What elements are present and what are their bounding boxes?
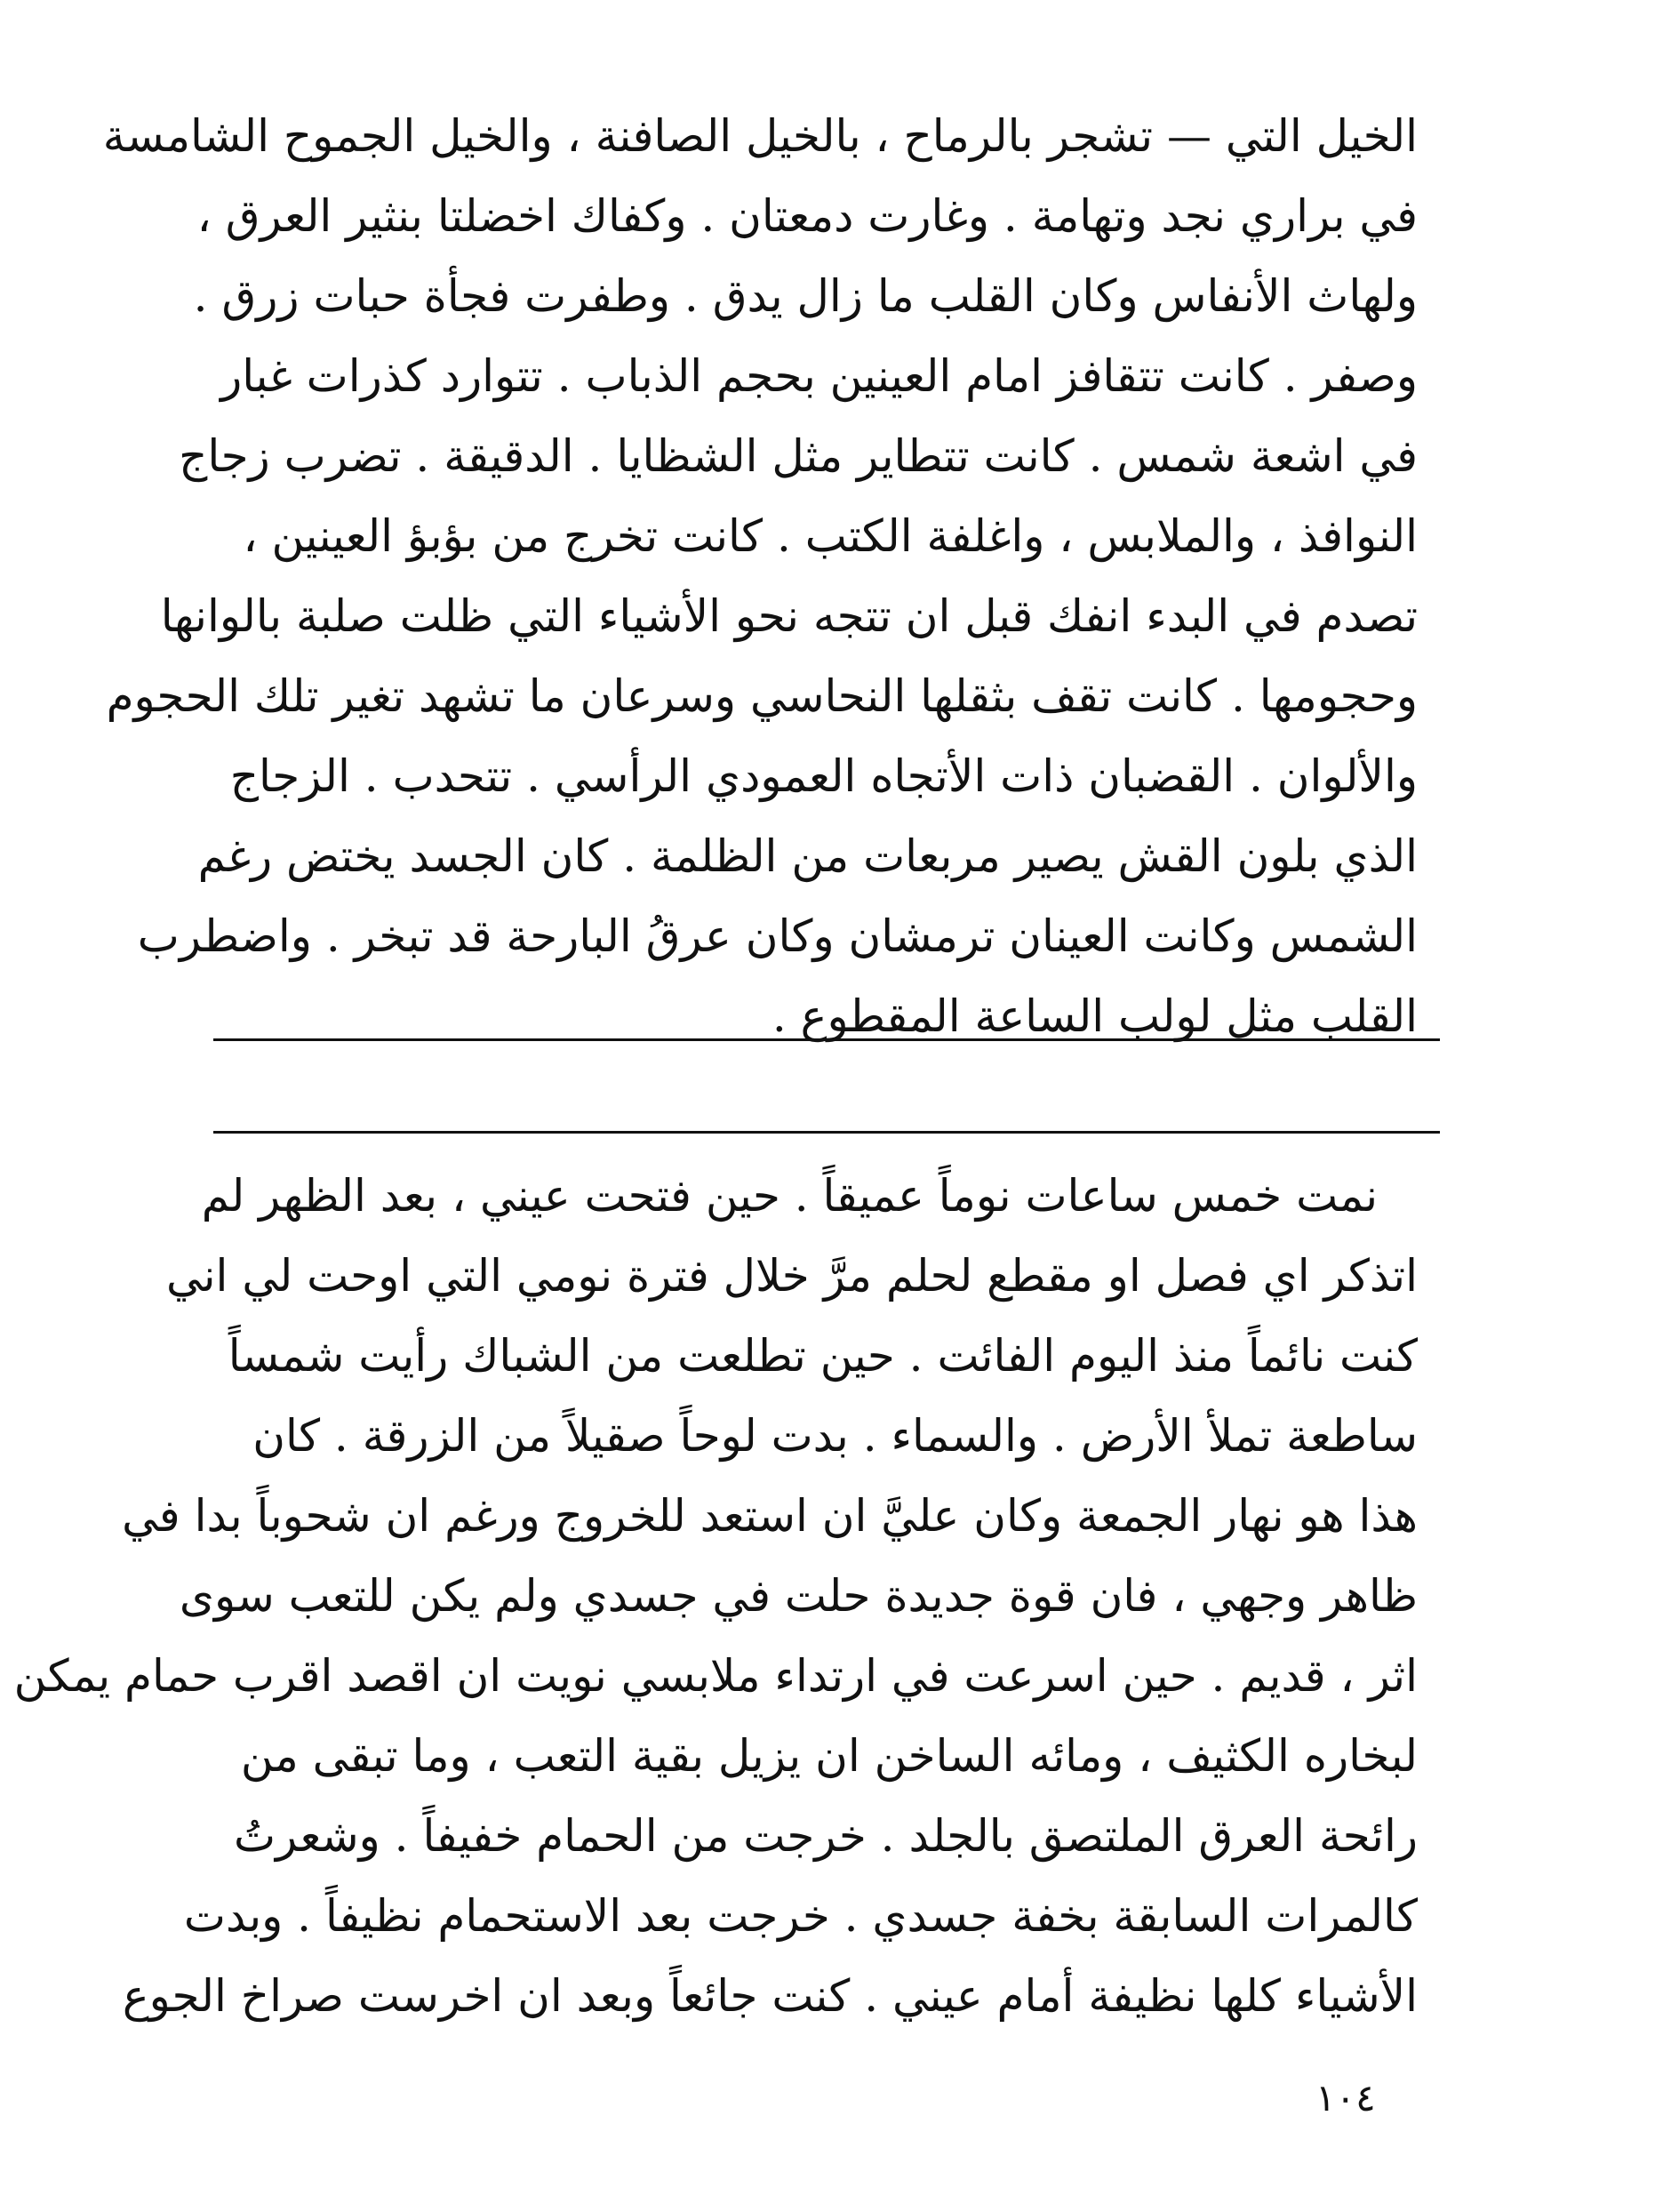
page-number: ١٠٤	[1315, 2076, 1376, 2120]
text-line: القلب مثل لولب الساعة المقطوع .	[772, 990, 1418, 1042]
text-line: ساطعة تملأ الأرض . والسماء . بدت لوحاً صقيلاً من الزرقة . كان	[252, 1410, 1418, 1462]
text-line: كنت نائماً منذ اليوم الفائت . حين تطلعت من الشباك رأيت شمساً	[228, 1330, 1418, 1382]
text-line: اتذكر اي فصل او مقطع لحلم مرَّ خلال فترة نومي التي اوحت لي اني	[165, 1250, 1418, 1302]
text-line: في اشعة شمس . كانت تتطاير مثل الشظايا . الدقيقة . تضرب زجاج	[179, 430, 1418, 482]
text-line: ولهاث الأنفاس وكان القلب ما زال يدق . وطفرت فجأة حبات زرق .	[193, 270, 1418, 322]
text-line: في براري نجد وتهامة . وغارت دمعتان . وكفاك اخضلتا بنثير العرق ،	[196, 190, 1418, 242]
text-line: كالمرات السابقة بخفة جسدي . خرجت بعد الاستحمام نظيفاً . وبدت	[183, 1890, 1418, 1942]
section-divider-bottom	[213, 1131, 1440, 1134]
text-line: ظاهر وجهي ، فان قوة جديدة حلت في جسدي ولم يكن للتعب سوى	[179, 1570, 1418, 1622]
text-line: هذا هو نهار الجمعة وكان عليَّ ان استعد للخروج ورغم ان شحوباً بدا في	[122, 1490, 1418, 1542]
text-line: الشمس وكانت العينان ترمشان وكان عرقُ البارحة قد تبخر . واضطرب	[137, 910, 1418, 962]
text-line: نمت خمس ساعات نوماً عميقاً . حين فتحت عيني ، بعد الظهر لم	[201, 1170, 1378, 1222]
text-line: الذي بلون القش يصير مربعات من الظلمة . كان الجسد يختض رغم	[197, 830, 1418, 882]
text-line: النوافذ ، والملابس ، واغلفة الكتب . كانت تخرج من بؤبؤ العينين ،	[243, 510, 1418, 562]
text-line: الأشياء كلها نظيفة أمام عيني . كنت جائعاً وبعد ان اخرست صراخ الجوع	[122, 1970, 1418, 2022]
text-line: تصدم في البدء انفك قبل ان تتجه نحو الأشياء التي ظلت صلبة بالوانها	[160, 590, 1418, 642]
section-divider-top	[213, 1038, 1440, 1041]
text-line: لبخاره الكثيف ، ومائه الساخن ان يزيل بقية التعب ، وما تبقى من	[240, 1730, 1418, 1782]
paragraph-bottom	[13, 1156, 1418, 2036]
text-line: اثر ، قديم . حين اسرعت في ارتداء ملابسي نويت ان اقصد اقرب حمام يمكن	[13, 1650, 1418, 1702]
text-line: وصفر . كانت تتقافز امام العينين بحجم الذباب . تتوارد كذرات غبار	[220, 350, 1418, 402]
text-line: والألوان . القضبان ذات الأتجاه العمودي الرأسي . تتحدب . الزجاج	[229, 750, 1418, 802]
text-line: وحجومها . كانت تقف بثقلها النحاسي وسرعان ما تشهد تغير تلك الحجوم	[106, 670, 1418, 722]
text-line: رائحة العرق الملتصق بالجلد . خرجت من الحمام خفيفاً . وشعرتُ	[233, 1810, 1418, 1862]
paragraph-top	[102, 96, 1418, 1056]
text-line: الخيل التي — تشجر بالرماح ، بالخيل الصافنة ، والخيل الجموح الشامسة	[102, 110, 1418, 162]
